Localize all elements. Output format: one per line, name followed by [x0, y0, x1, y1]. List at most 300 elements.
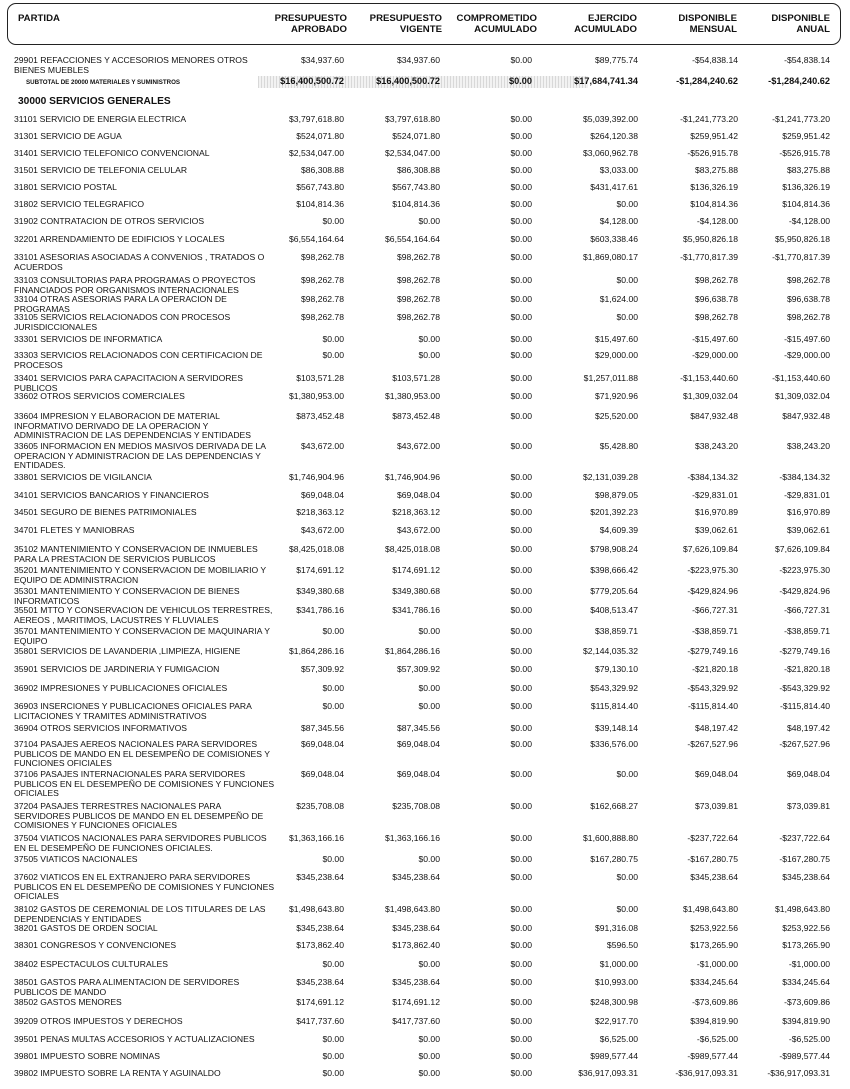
amount-cell: $259,951.42: [690, 131, 738, 141]
amount-cell: $16,970.89: [786, 507, 830, 517]
amount-cell: $136,326.19: [690, 182, 738, 192]
partida-label: 33605 INFORMACION EN MEDIOS MASIVOS DERIVADA DE LA OPERACION Y ADMINISTRACION DE LAS DEPENDENCIAS Y ENTIDADES.: [14, 441, 266, 471]
amount-cell: $0.00: [510, 182, 532, 192]
amount-cell: $248,300.98: [590, 997, 638, 1007]
partida-label: 35201 MANTENIMIENTO Y CONSERVACION DE MOBILIARIO Y EQUIPO DE ADMINISTRACION: [14, 565, 266, 585]
partida-label: 37602 VIATICOS EN EL EXTRANJERO PARA SERVIDORES PUBLICOS EN EL DESEMPEÑO DE COMISIONES Y FUNCIONES OFICIALES: [14, 872, 275, 902]
amount-cell: $0.00: [510, 923, 532, 933]
amount-cell: $0.00: [510, 1068, 532, 1078]
amount-cell: $57,309.92: [300, 664, 344, 674]
amount-cell: $0.00: [510, 275, 532, 285]
amount-cell: $345,238.64: [296, 977, 344, 987]
amount-cell: $8,425,018.08: [289, 544, 344, 554]
amount-cell: $408,513.47: [590, 605, 638, 615]
amount-cell: $0.00: [510, 769, 532, 779]
amount-cell: -$29,000.00: [784, 350, 830, 360]
amount-cell: $1,746,904.96: [385, 472, 440, 482]
amount-cell: -$73,609.86: [692, 997, 738, 1007]
amount-cell: $86,308.88: [396, 165, 440, 175]
amount-cell: $96,638.78: [694, 294, 738, 304]
amount-cell: $345,238.64: [690, 872, 738, 882]
amount-cell: $15,497.60: [594, 334, 638, 344]
amount-cell: $98,262.78: [396, 294, 440, 304]
amount-cell: $0.00: [510, 373, 532, 383]
amount-cell: $3,060,962.78: [583, 148, 638, 158]
amount-cell: $0.00: [616, 275, 638, 285]
amount-cell: $34,937.60: [396, 55, 440, 65]
amount-cell: $0.00: [510, 252, 532, 262]
amount-cell: -$115,814.40: [687, 701, 738, 711]
amount-cell: -$167,280.75: [779, 854, 830, 864]
amount-cell: $0.00: [510, 683, 532, 693]
amount-cell: $6,554,164.64: [385, 234, 440, 244]
amount-cell: $0.00: [510, 626, 532, 636]
amount-cell: $0.00: [510, 216, 532, 226]
amount-cell: $264,120.38: [590, 131, 638, 141]
partida-label: 33602 OTROS SERVICIOS COMERCIALES: [14, 391, 185, 401]
amount-cell: $103,571.28: [296, 373, 344, 383]
partida-label: 39802 IMPUESTO SOBRE LA RENTA Y AGUINALDO: [14, 1068, 221, 1078]
amount-cell: -$989,577.44: [687, 1051, 738, 1061]
amount-cell: -$4,128.00: [788, 216, 830, 226]
amount-cell: -$21,820.18: [692, 664, 738, 674]
amount-cell: $1,257,011.88: [583, 373, 638, 383]
amount-cell: $0.00: [418, 683, 440, 693]
amount-cell: $259,951.42: [782, 131, 830, 141]
amount-cell: $22,917.70: [594, 1016, 638, 1026]
amount-cell: $0.00: [510, 723, 532, 733]
partida-label: 35301 MANTENIMIENTO Y CONSERVACION DE BIENES INFORMATICOS: [14, 586, 240, 606]
amount-cell: -$66,727.31: [784, 605, 830, 615]
amount-cell: $0.00: [616, 872, 638, 882]
amount-cell: -$4,128.00: [696, 216, 738, 226]
partida-label: 37204 PASAJES TERRESTRES NACIONALES PARA SERVIDORES PUBLICOS DE MANDO EN EL DESEMPEÑO DE COMISIONES Y FUNCIONES OFICIALES: [14, 801, 264, 831]
amount-cell: $16,970.89: [694, 507, 738, 517]
amount-cell: $0.00: [418, 959, 440, 969]
partida-label: 31301 SERVICIO DE AGUA: [14, 131, 122, 141]
amount-cell: $98,262.78: [300, 312, 344, 322]
amount-cell: $79,130.10: [594, 664, 638, 674]
amount-cell: $1,498,643.80: [683, 904, 738, 914]
amount-cell: $5,039,392.00: [583, 114, 638, 124]
amount-cell: $0.00: [616, 199, 638, 209]
amount-cell: $567,743.80: [392, 182, 440, 192]
amount-cell: -$526,915.78: [687, 148, 738, 158]
amount-cell: $0.00: [510, 472, 532, 482]
partida-label: 35102 MANTENIMIENTO Y CONSERVACION DE INMUEBLES PARA LA PRESTACION DE SERVICIOS PUBLICOS: [14, 544, 258, 564]
amount-cell: $1,363,166.16: [385, 833, 440, 843]
partida-label: 37104 PASAJES AEREOS NACIONALES PARA SERVIDORES PUBLICOS DE MANDO EN EL DESEMPEÑO DE COMISIONES Y FUNCIONES OFICIALES: [14, 739, 270, 769]
amount-cell: $0.00: [510, 565, 532, 575]
amount-cell: -$115,814.40: [779, 701, 830, 711]
partida-label: 38102 GASTOS DE CEREMONIAL DE LOS TITULARES DE LAS DEPENDENCIAS Y ENTIDADES: [14, 904, 266, 924]
amount-cell: $174,691.12: [296, 565, 344, 575]
amount-cell: $17,684,741.34: [574, 76, 638, 86]
amount-cell: $5,950,826.18: [775, 234, 830, 244]
amount-cell: $69,048.04: [396, 739, 440, 749]
amount-cell: $115,814.40: [590, 701, 638, 711]
amount-cell: $0.00: [510, 490, 532, 500]
amount-cell: -$526,915.78: [779, 148, 830, 158]
amount-cell: $779,205.64: [590, 586, 638, 596]
amount-cell: -$223,975.30: [687, 565, 738, 575]
amount-cell: -$1,000.00: [788, 959, 830, 969]
partida-label: 39801 IMPUESTO SOBRE NOMINAS: [14, 1051, 160, 1061]
amount-cell: $173,862.40: [392, 940, 440, 950]
amount-cell: -$1,000.00: [696, 959, 738, 969]
amount-cell: -$29,831.01: [692, 490, 738, 500]
amount-cell: $34,937.60: [300, 55, 344, 65]
amount-cell: $98,262.78: [786, 312, 830, 322]
amount-cell: $1,000.00: [599, 959, 638, 969]
amount-cell: $0.00: [510, 165, 532, 175]
amount-cell: $36,917,093.31: [578, 1068, 638, 1078]
amount-cell: $0.00: [510, 199, 532, 209]
amount-cell: $0.00: [322, 626, 344, 636]
amount-cell: $0.00: [510, 525, 532, 535]
amount-cell: $2,534,047.00: [289, 148, 344, 158]
header-partida: PARTIDA: [18, 13, 60, 24]
amount-cell: $0.00: [616, 769, 638, 779]
partida-label: 33303 SERVICIOS RELACIONADOS CON CERTIFICACION DE PROCESOS: [14, 350, 263, 370]
amount-cell: $1,498,643.80: [289, 904, 344, 914]
amount-cell: $345,238.64: [392, 923, 440, 933]
amount-cell: $16,400,500.72: [280, 76, 344, 86]
amount-cell: $0.00: [418, 1068, 440, 1078]
amount-cell: -$167,280.75: [687, 854, 738, 864]
amount-cell: $69,048.04: [786, 769, 830, 779]
amount-cell: $873,452.48: [296, 411, 344, 421]
amount-cell: $0.00: [322, 1068, 344, 1078]
amount-cell: $73,039.81: [786, 801, 830, 811]
amount-cell: $0.00: [418, 350, 440, 360]
amount-cell: $136,326.19: [782, 182, 830, 192]
amount-cell: -$1,284,240.62: [768, 76, 830, 86]
amount-cell: $0.00: [322, 683, 344, 693]
amount-cell: -$267,527.96: [687, 739, 738, 749]
amount-cell: $103,571.28: [392, 373, 440, 383]
amount-cell: $104,814.36: [690, 199, 738, 209]
amount-cell: $345,238.64: [392, 977, 440, 987]
amount-cell: $349,380.68: [392, 586, 440, 596]
amount-cell: $98,262.78: [786, 275, 830, 285]
amount-cell: $0.00: [510, 411, 532, 421]
partida-label: 35701 MANTENIMIENTO Y CONSERVACION DE MAQUINARIA Y EQUIPO: [14, 626, 270, 646]
amount-cell: $0.00: [510, 234, 532, 244]
amount-cell: $1,869,080.17: [583, 252, 638, 262]
amount-cell: -$21,820.18: [784, 664, 830, 674]
amount-cell: $1,380,953.00: [385, 391, 440, 401]
amount-cell: $524,071.80: [296, 131, 344, 141]
amount-cell: $0.00: [418, 1034, 440, 1044]
amount-cell: -$1,241,773.20: [772, 114, 830, 124]
amount-cell: $334,245.64: [690, 977, 738, 987]
amount-cell: $0.00: [510, 959, 532, 969]
amount-cell: $174,691.12: [392, 565, 440, 575]
amount-cell: $98,262.78: [300, 252, 344, 262]
amount-cell: $5,428.80: [599, 441, 638, 451]
amount-cell: $0.00: [510, 294, 532, 304]
amount-cell: $798,908.24: [590, 544, 638, 554]
amount-cell: -$279,749.16: [687, 646, 738, 656]
amount-cell: -$36,917,093.31: [675, 1068, 738, 1078]
partida-label: 37504 VIATICOS NACIONALES PARA SERVIDORES PUBLICOS EN EL DESEMPEÑO DE FUNCIONES OFICIALES.: [14, 833, 267, 853]
amount-cell: $83,275.88: [786, 165, 830, 175]
amount-cell: -$6,525.00: [696, 1034, 738, 1044]
amount-cell: $0.00: [510, 131, 532, 141]
partida-label: 39209 OTROS IMPUESTOS Y DERECHOS: [14, 1016, 183, 1026]
amount-cell: $104,814.36: [296, 199, 344, 209]
header-presupuesto-aprobado: PRESUPUESTO APROBADO: [274, 13, 347, 35]
amount-cell: -$279,749.16: [779, 646, 830, 656]
amount-cell: $0.00: [510, 940, 532, 950]
amount-cell: $253,922.56: [782, 923, 830, 933]
amount-cell: $87,345.56: [300, 723, 344, 733]
amount-cell: $0.00: [510, 350, 532, 360]
amount-cell: $38,859.71: [594, 626, 638, 636]
amount-cell: $0.00: [510, 977, 532, 987]
amount-cell: -$66,727.31: [692, 605, 738, 615]
amount-cell: $1,380,953.00: [289, 391, 344, 401]
amount-cell: $345,238.64: [392, 872, 440, 882]
amount-cell: $167,280.75: [590, 854, 638, 864]
amount-cell: $1,600,888.80: [583, 833, 638, 843]
amount-cell: $43,672.00: [300, 525, 344, 535]
partida-label: 38201 GASTOS DE ORDEN SOCIAL: [14, 923, 158, 933]
amount-cell: $0.00: [510, 997, 532, 1007]
amount-cell: $0.00: [509, 76, 532, 86]
partida-label: 33103 CONSULTORIAS PARA PROGRAMAS O PROYECTOS FINANCIADOS POR ORGANISMOS INTERNACIONALES: [14, 275, 256, 295]
partida-label: 29901 REFACCIONES Y ACCESORIOS MENORES OTROS BIENES MUEBLES: [14, 55, 248, 75]
partida-label: 35901 SERVICIOS DE JARDINERIA Y FUMIGACION: [14, 664, 220, 674]
amount-cell: $96,638.78: [786, 294, 830, 304]
amount-cell: $69,048.04: [694, 769, 738, 779]
partida-label: 39501 PENAS MULTAS ACCESORIOS Y ACTUALIZACIONES: [14, 1034, 255, 1044]
amount-cell: $0.00: [510, 441, 532, 451]
amount-cell: $0.00: [510, 872, 532, 882]
amount-cell: $0.00: [322, 1051, 344, 1061]
amount-cell: $0.00: [510, 833, 532, 843]
amount-cell: $0.00: [510, 646, 532, 656]
amount-cell: -$15,497.60: [784, 334, 830, 344]
amount-cell: -$54,838.14: [692, 55, 738, 65]
amount-cell: $71,920.96: [594, 391, 638, 401]
partida-label: 31902 CONTRATACION DE OTROS SERVICIOS: [14, 216, 205, 226]
amount-cell: $431,417.61: [590, 182, 638, 192]
partida-label: 34501 SEGURO DE BIENES PATRIMONIALES: [14, 507, 197, 517]
amount-cell: $603,338.46: [590, 234, 638, 244]
amount-cell: -$1,284,240.62: [676, 76, 738, 86]
amount-cell: $43,672.00: [396, 525, 440, 535]
amount-cell: $0.00: [510, 1051, 532, 1061]
amount-cell: -$1,241,773.20: [680, 114, 738, 124]
partida-label: 32201 ARRENDAMIENTO DE EDIFICIOS Y LOCALES: [14, 234, 225, 244]
amount-cell: $3,797,618.80: [385, 114, 440, 124]
amount-cell: $39,148.14: [594, 723, 638, 733]
amount-cell: $0.00: [510, 507, 532, 517]
amount-cell: $2,131,039.28: [583, 472, 638, 482]
amount-cell: $48,197.42: [694, 723, 738, 733]
amount-cell: $98,262.78: [300, 294, 344, 304]
amount-cell: $98,262.78: [396, 252, 440, 262]
amount-cell: $218,363.12: [392, 507, 440, 517]
amount-cell: $0.00: [322, 216, 344, 226]
amount-cell: $69,048.04: [300, 739, 344, 749]
amount-cell: $1,624.00: [599, 294, 638, 304]
amount-cell: $69,048.04: [300, 490, 344, 500]
amount-cell: $1,498,643.80: [385, 904, 440, 914]
partida-label: 33801 SERVICIOS DE VIGILANCIA: [14, 472, 152, 482]
partida-label: 33301 SERVICIOS DE INFORMATICA: [14, 334, 163, 344]
partida-label: 37106 PASAJES INTERNACIONALES PARA SERVIDORES PUBLICOS EN EL DESEMPEÑO DE COMISIONES Y FUNCIONES OFICIALES: [14, 769, 275, 799]
partida-label: 35801 SERVICIOS DE LAVANDERIA ,LIMPIEZA, HIGIENE: [14, 646, 241, 656]
amount-cell: $0.00: [510, 391, 532, 401]
amount-cell: $543,329.92: [590, 683, 638, 693]
amount-cell: $0.00: [510, 701, 532, 711]
amount-cell: $38,243.20: [786, 441, 830, 451]
partida-label: 34101 SERVICIOS BANCARIOS Y FINANCIEROS: [14, 490, 209, 500]
amount-cell: $201,392.23: [590, 507, 638, 517]
partida-label: 31801 SERVICIO POSTAL: [14, 182, 117, 192]
amount-cell: $162,668.27: [590, 801, 638, 811]
partida-label: 38301 CONGRESOS Y CONVENCIONES: [14, 940, 177, 950]
amount-cell: -$36,917,093.31: [767, 1068, 830, 1078]
amount-cell: $0.00: [510, 605, 532, 615]
amount-cell: -$237,722.64: [687, 833, 738, 843]
partida-label: 31802 SERVICIO TELEGRAFICO: [14, 199, 145, 209]
header-disponible-mensual: DISPONIBLE MENSUAL: [678, 13, 737, 35]
amount-cell: $87,345.56: [396, 723, 440, 733]
amount-cell: $1,498,643.80: [775, 904, 830, 914]
amount-cell: $39,062.61: [786, 525, 830, 535]
amount-cell: $86,308.88: [300, 165, 344, 175]
amount-cell: $0.00: [418, 334, 440, 344]
amount-cell: $345,238.64: [296, 923, 344, 933]
amount-cell: $847,932.48: [782, 411, 830, 421]
amount-cell: $48,197.42: [786, 723, 830, 733]
amount-cell: $57,309.92: [396, 664, 440, 674]
amount-cell: $0.00: [510, 114, 532, 124]
amount-cell: $334,245.64: [782, 977, 830, 987]
amount-cell: $10,993.00: [594, 977, 638, 987]
amount-cell: -$267,527.96: [779, 739, 830, 749]
amount-cell: -$54,838.14: [784, 55, 830, 65]
amount-cell: $567,743.80: [296, 182, 344, 192]
amount-cell: $253,922.56: [690, 923, 738, 933]
amount-cell: $69,048.04: [396, 769, 440, 779]
amount-cell: $0.00: [322, 959, 344, 969]
partida-label: 38501 GASTOS PARA ALIMENTACION DE SERVIDORES PUBLICOS DE MANDO: [14, 977, 240, 997]
header-presupuesto-vigente: PRESUPUESTO VIGENTE: [369, 13, 442, 35]
amount-cell: $0.00: [510, 739, 532, 749]
amount-cell: $1,309,032.04: [775, 391, 830, 401]
amount-cell: $43,672.00: [300, 441, 344, 451]
header-disponible-anual: DISPONIBLE ANUAL: [771, 13, 830, 35]
amount-cell: $98,262.78: [694, 312, 738, 322]
amount-cell: $174,691.12: [392, 997, 440, 1007]
amount-cell: $847,932.48: [690, 411, 738, 421]
amount-cell: $235,708.08: [296, 801, 344, 811]
amount-cell: $417,737.60: [392, 1016, 440, 1026]
amount-cell: $873,452.48: [392, 411, 440, 421]
amount-cell: -$543,329.92: [779, 683, 830, 693]
amount-cell: $173,265.90: [782, 940, 830, 950]
amount-cell: $0.00: [322, 854, 344, 864]
amount-cell: $341,786.16: [392, 605, 440, 615]
amount-cell: -$15,497.60: [692, 334, 738, 344]
amount-cell: $3,033.00: [599, 165, 638, 175]
amount-cell: $417,737.60: [296, 1016, 344, 1026]
partida-label: 37505 VIATICOS NACIONALES: [14, 854, 138, 864]
partida-label: 34701 FLETES Y MANIOBRAS: [14, 525, 135, 535]
amount-cell: $4,609.39: [599, 525, 638, 535]
amount-cell: -$429,824.96: [779, 586, 830, 596]
partida-label: 30000 SERVICIOS GENERALES: [18, 96, 171, 107]
amount-cell: -$384,134.32: [687, 472, 738, 482]
amount-cell: -$543,329.92: [687, 683, 738, 693]
partida-label: 33604 IMPRESION Y ELABORACION DE MATERIAL INFORMATIVO DERIVADO DE LA OPERACION Y ADMINISTRACION DE LAS DEPENDENCIAS Y ENTIDADES: [14, 411, 252, 441]
amount-cell: $98,262.78: [694, 275, 738, 285]
partida-label: 31101 SERVICIO DE ENERGIA ELECTRICA: [14, 114, 187, 124]
amount-cell: $0.00: [510, 904, 532, 914]
amount-cell: $989,577.44: [590, 1051, 638, 1061]
amount-cell: $98,879.05: [594, 490, 638, 500]
amount-cell: $16,400,500.72: [376, 76, 440, 86]
amount-cell: $98,262.78: [396, 312, 440, 322]
amount-cell: $0.00: [322, 1034, 344, 1044]
amount-cell: -$73,609.86: [784, 997, 830, 1007]
amount-cell: $7,626,109.84: [775, 544, 830, 554]
header-comprometido-acumulado: COMPROMETIDO ACUMULADO: [456, 13, 537, 35]
amount-cell: $69,048.04: [300, 769, 344, 779]
amount-cell: $98,262.78: [300, 275, 344, 285]
amount-cell: $398,666.42: [590, 565, 638, 575]
amount-cell: -$223,975.30: [779, 565, 830, 575]
partida-label: 38402 ESPECTACULOS CULTURALES: [14, 959, 168, 969]
amount-cell: $83,275.88: [694, 165, 738, 175]
amount-cell: $98,262.78: [396, 275, 440, 285]
amount-cell: $29,000.00: [594, 350, 638, 360]
amount-cell: $91,316.08: [594, 923, 638, 933]
amount-cell: $0.00: [322, 701, 344, 711]
amount-cell: -$429,824.96: [687, 586, 738, 596]
amount-cell: $0.00: [418, 626, 440, 636]
amount-cell: $0.00: [510, 55, 532, 65]
amount-cell: $0.00: [510, 544, 532, 554]
amount-cell: $345,238.64: [296, 872, 344, 882]
amount-cell: $1,746,904.96: [289, 472, 344, 482]
amount-cell: $0.00: [510, 801, 532, 811]
amount-cell: $349,380.68: [296, 586, 344, 596]
header-ejercido-acumulado: EJERCIDO ACUMULADO: [574, 13, 637, 35]
amount-cell: $524,071.80: [392, 131, 440, 141]
amount-cell: $0.00: [510, 148, 532, 158]
partida-label: 31401 SERVICIO TELEFONICO CONVENCIONAL: [14, 148, 210, 158]
amount-cell: $0.00: [510, 664, 532, 674]
amount-cell: $394,819.90: [690, 1016, 738, 1026]
amount-cell: $0.00: [418, 701, 440, 711]
amount-cell: $6,525.00: [599, 1034, 638, 1044]
partida-label: 36904 OTROS SERVICIOS INFORMATIVOS: [14, 723, 188, 733]
amount-cell: -$237,722.64: [779, 833, 830, 843]
amount-cell: -$989,577.44: [779, 1051, 830, 1061]
partida-label: 33101 ASESORIAS ASOCIADAS A CONVENIOS , TRATADOS O ACUERDOS: [14, 252, 265, 272]
amount-cell: $0.00: [322, 350, 344, 360]
amount-cell: $7,626,109.84: [683, 544, 738, 554]
amount-cell: $0.00: [322, 334, 344, 344]
amount-cell: -$1,770,817.39: [680, 252, 738, 262]
amount-cell: $0.00: [418, 854, 440, 864]
